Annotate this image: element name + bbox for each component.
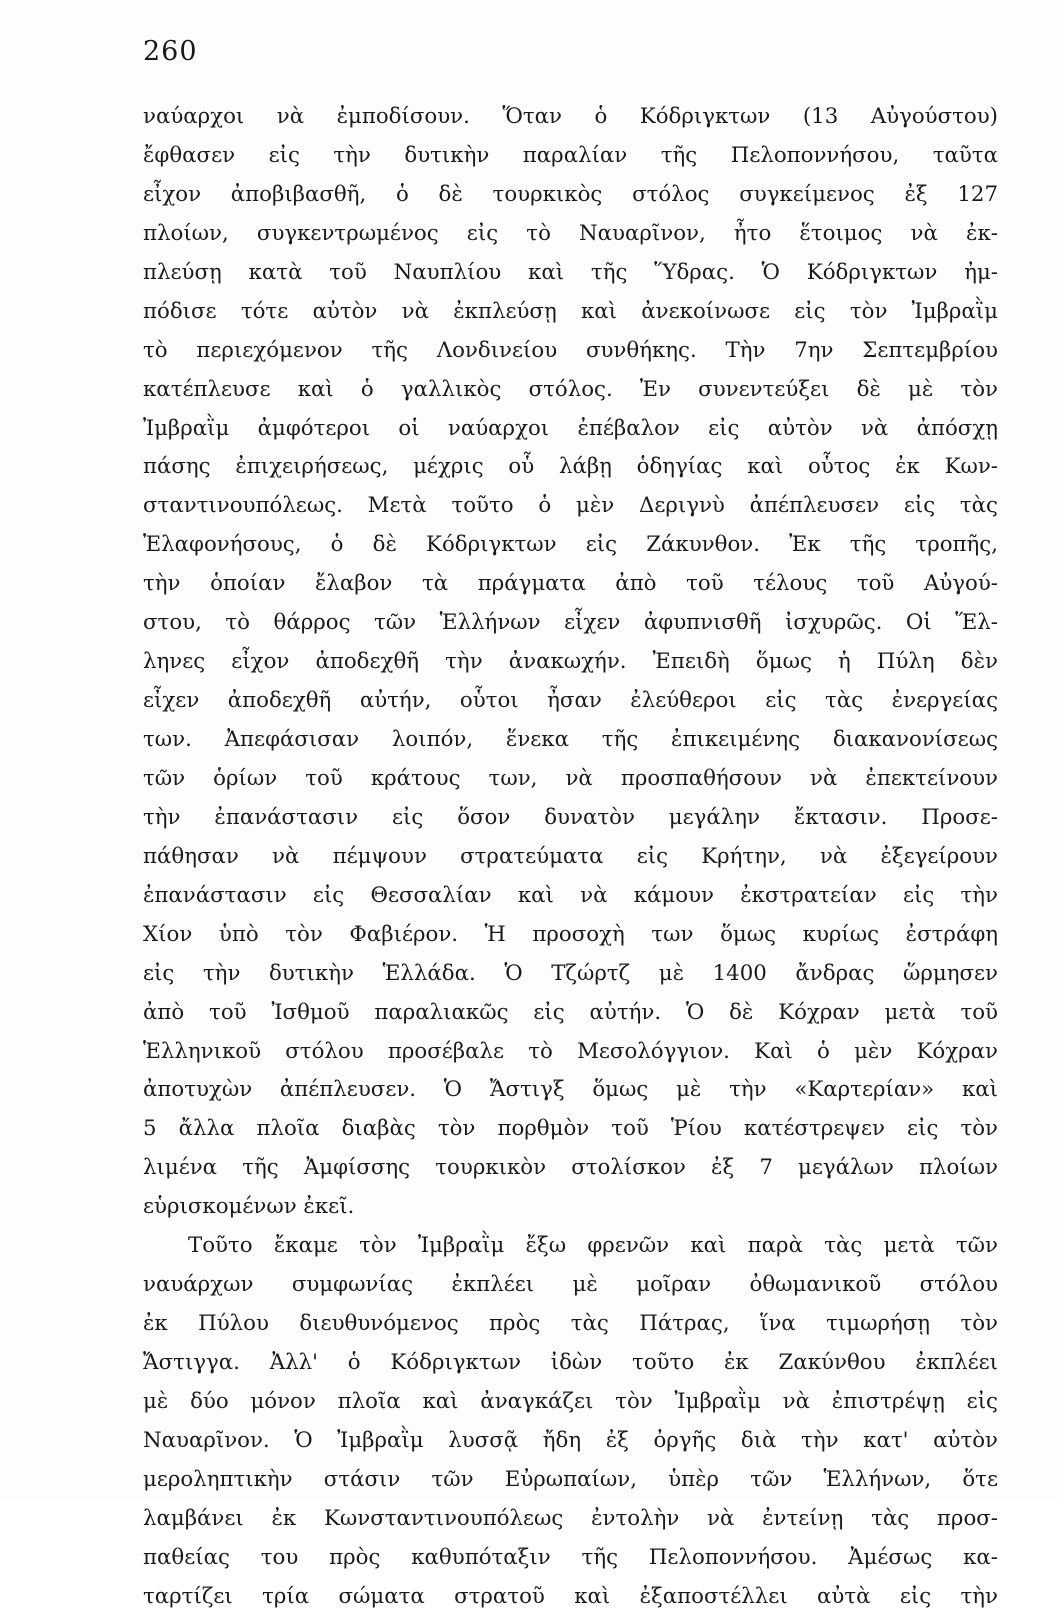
text-line: Ἄστιγγα. Ἀλλ' ὁ Κόδριγκτων ἰδὼν τοῦτο ἐκ Ζακύνθου ἐκπλέει — [143, 1350, 998, 1375]
text-line: στου, τὸ θάρρος τῶν Ἑλλήνων εἶχεν ἀφυπνισθῆ ἰσχυρῶς. Οἱ Ἕλ- — [143, 610, 998, 636]
text-line: τὴν ἐπανάστασιν εἰς ὅσον δυνατὸν μεγάλην ἔκτασιν. Προσε- — [143, 804, 998, 830]
text-line: εἶχον ἀποβιβασθῆ, ὁ δὲ τουρκικὸς στόλος συγκείμενος ἐξ 127 — [143, 181, 998, 207]
text-line: λιμένα τῆς Ἀμφίσσης τουρκικὸν στολίσκον ἐξ 7 μεγάλων πλοίων — [143, 1155, 998, 1181]
text-line: εἰς τὴν δυτικὴν Ἑλλάδα. Ὁ Τζώρτζ μὲ 1400 ἄνδρας ὥρμησεν — [143, 960, 998, 986]
text-line: 5 ἄλλα πλοῖα διαβὰς τὸν πορθμὸν τοῦ Ῥίου κατέστρεψεν εἰς τὸν — [143, 1116, 998, 1142]
text-line: παθείας του πρὸς καθυπόταξιν τῆς Πελοποννήσου. Ἀμέσως κα- — [143, 1544, 998, 1570]
text-line: τὸ περιεχόμενον τῆς Λονδινείου συνθήκης. Τὴν 7ην Σεπτεμβρίου — [143, 337, 998, 363]
text-line: Ναυαρῖνον. Ὁ Ἰμβραῒμ λυσσᾷ ἤδη ἐξ ὀργῆς διὰ τὴν κατ' αὐτὸν — [143, 1427, 998, 1453]
page-number: 260 — [143, 36, 198, 67]
text-line: Ἐλαφονήσους, ὁ δὲ Κόδριγκτων εἰς Ζάκυνθον. Ἐκ τῆς τροπῆς, — [143, 532, 998, 558]
text-line: ἀπὸ τοῦ Ἰσθμοῦ παραλιακῶς εἰς αὐτήν. Ὁ δὲ Κόχραν μετὰ τοῦ — [143, 999, 998, 1025]
text-line: πόδισε τότε αὐτὸν νὰ ἐκπλεύσῃ καὶ ἀνεκοίνωσε εἰς τὸν Ἰμβραῒμ — [143, 298, 998, 324]
text-line: ἐπανάστασιν εἰς Θεσσαλίαν καὶ νὰ κάμουν ἐκστρατείαν εἰς τὴν — [143, 882, 998, 908]
text-line: κατέπλευσε καὶ ὁ γαλλικὸς στόλος. Ἐν συνεντεύξει δὲ μὲ τὸν — [143, 376, 998, 402]
text-line-paragraph-end: εὑρισκομένων ἐκεῖ. — [143, 1194, 355, 1220]
text-line: ναυάρχων συμφωνίας ἐκπλέει μὲ μοῖραν ὀθωμανικοῦ στόλου — [143, 1272, 998, 1298]
text-line: σταντινουπόλεως. Μετὰ τοῦτο ὁ μὲν Δεριγνὺ ἀπέπλευσεν εἰς τὰς — [143, 493, 998, 519]
text-line: λαμβάνει ἐκ Κωνσταντινουπόλεως ἐντολὴν νὰ ἐντείνῃ τὰς προσ- — [143, 1505, 998, 1531]
text-line: μεροληπτικὴν στάσιν τῶν Εὐρωπαίων, ὑπὲρ τῶν Ἑλλήνων, ὅτε — [143, 1466, 998, 1492]
text-line: των. Ἀπεφάσισαν λοιπόν, ἕνεκα τῆς ἐπικειμένης διακανονίσεως — [143, 727, 998, 752]
text-line: πάθησαν νὰ πέμψουν στρατεύματα εἰς Κρήτην, νὰ ἐξεγείρουν — [143, 843, 998, 869]
text-line: τῶν ὁρίων τοῦ κράτους των, νὰ προσπαθήσουν νὰ ἐπεκτείνουν — [143, 765, 998, 791]
text-line: ἀποτυχὼν ἀπέπλευσεν. Ὁ Ἄστιγξ ὅμως μὲ τὴν «Καρτερίαν» καὶ — [143, 1077, 998, 1103]
body-text — [143, 98, 998, 1617]
text-line: ληνες εἶχον ἀποδεχθῆ τὴν ἀνακωχήν. Ἐπειδὴ ὅμως ἡ Πύλη δὲν — [143, 649, 998, 675]
text-line: μὲ δύο μόνον πλοῖα καὶ ἀναγκάζει τὸν Ἰμβραῒμ νὰ ἐπιστρέψῃ εἰς — [143, 1388, 998, 1414]
text-line: πλεύσῃ κατὰ τοῦ Ναυπλίου καὶ τῆς Ὕδρας. Ὁ Κόδριγκτων ἠμ- — [143, 259, 998, 285]
text-line: ναύαρχοι νὰ ἐμποδίσουν. Ὅταν ὁ Κόδριγκτων (13 Αὐγούστου) — [143, 104, 998, 129]
text-line: ἔφθασεν εἰς τὴν δυτικὴν παραλίαν τῆς Πελοποννήσου, ταῦτα — [143, 142, 998, 168]
text-line: ἐκ Πύλου διευθυνόμενος πρὸς τὰς Πάτρας, ἵνα τιμωρήσῃ τὸν — [143, 1311, 998, 1337]
text-line-paragraph-start: Τοῦτο ἔκαμε τὸν Ἰμβραῒμ ἔξω φρενῶν καὶ παρὰ τὰς μετὰ τῶν — [188, 1233, 998, 1259]
text-line: τὴν ὁποίαν ἔλαβον τὰ πράγματα ἀπὸ τοῦ τέλους τοῦ Αὐγού- — [143, 571, 998, 597]
text-line: πλοίων, συγκεντρωμένος εἰς τὸ Ναυαρῖνον, ἦτο ἕτοιμος νὰ ἐκ- — [143, 220, 998, 246]
text-line: Ἑλληνικοῦ στόλου προσέβαλε τὸ Μεσολόγγιον. Καὶ ὁ μὲν Κόχραν — [143, 1038, 998, 1064]
text-line: Ἰμβραῒμ ἀμφότεροι οἱ ναύαρχοι ἐπέβαλον εἰς αὐτὸν νὰ ἀπόσχῃ — [143, 415, 998, 441]
text-line: πάσης ἐπιχειρήσεως, μέχρις οὗ λάβῃ ὁδηγίας καὶ οὗτος ἐκ Κων- — [143, 454, 998, 480]
text-line: ταρτίζει τρία σώματα στρατοῦ καὶ ἐξαποστέλλει αὐτὰ εἰς τὴν — [143, 1583, 998, 1609]
text-line: εἶχεν ἀποδεχθῆ αὐτήν, οὗτοι ἦσαν ἐλεύθεροι εἰς τὰς ἐνεργείας — [143, 688, 998, 714]
text-line: Χίον ὑπὸ τὸν Φαβιέρον. Ἡ προσοχὴ των ὅμως κυρίως ἐστράφη — [143, 921, 998, 947]
